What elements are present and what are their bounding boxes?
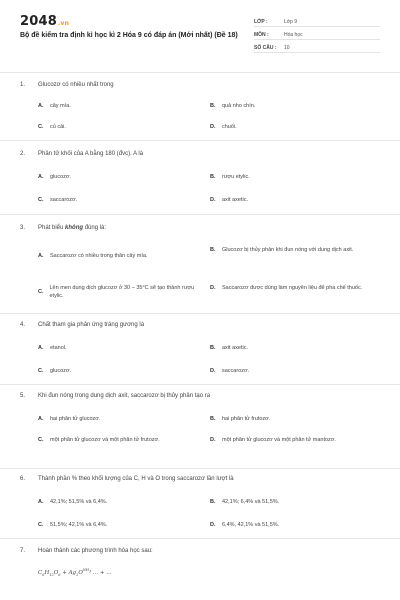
option-label: D. [210, 522, 216, 528]
question-2-option-c[interactable] [38, 196, 77, 204]
question-2-option-b[interactable] [210, 173, 250, 181]
divider [0, 384, 400, 385]
option-label: A. [38, 345, 44, 351]
option-text: glucozơ. [50, 368, 72, 374]
question-4-option-a[interactable] [38, 344, 67, 352]
divider [0, 468, 400, 469]
option-label: D. [210, 124, 216, 130]
option-label: C. [38, 197, 44, 203]
option-text: 42,1%; 6,4% và 51,5%. [222, 499, 280, 505]
option-text: củ cải. [50, 124, 66, 130]
option-label: B. [210, 103, 216, 109]
meta-row-subject [254, 28, 380, 40]
question-1-option-c[interactable] [38, 123, 66, 131]
question-3-option-b[interactable] [210, 246, 375, 254]
meta-value: Lớp 9 [284, 19, 298, 25]
question-5-title [20, 393, 210, 399]
option-text: saccarozơ. [50, 197, 78, 203]
logo-suffix: .vn [57, 20, 70, 27]
formula-part: H [44, 569, 50, 576]
divider [0, 72, 400, 73]
question-6-option-b[interactable] [210, 498, 279, 506]
question-number: 5. [20, 393, 26, 399]
option-text: một phân tử glucozơ và một phân tử frutozơ. [50, 437, 160, 443]
question-3-option-c[interactable] [38, 284, 203, 300]
formula-condition [83, 568, 91, 572]
divider [0, 313, 400, 314]
page-header [0, 0, 400, 72]
question-3-title [20, 225, 106, 231]
option-text: axit axetic. [222, 345, 248, 351]
meta-row-class [254, 15, 380, 27]
option-label: A. [38, 253, 44, 259]
option-label: C. [38, 437, 44, 443]
question-text: Phát biểu [38, 225, 66, 231]
question-text: Chất tham gia phản ứng tráng gương là [38, 322, 145, 328]
option-label: B. [210, 416, 216, 422]
formula-part: C [38, 569, 43, 576]
formula-sub: 2 [76, 572, 79, 577]
formula-sub: 6 [42, 572, 45, 577]
formula-sub: 3 [88, 569, 92, 574]
question-5-option-d[interactable] [210, 436, 370, 444]
formula-part: O [53, 569, 59, 576]
question-6-option-d[interactable] [210, 521, 279, 529]
option-label: A. [38, 416, 44, 422]
question-text: Khi đun nóng trong dung dịch axit, saccarozơ bị thủy phân tạo ra [38, 393, 211, 399]
option-label: C. [38, 124, 44, 130]
question-5-option-b[interactable] [210, 415, 270, 423]
meta-label: MÔN : [254, 32, 269, 38]
option-label: D. [210, 197, 216, 203]
logo-text: 2048 [20, 14, 57, 29]
question-number: 2. [20, 151, 26, 157]
option-text: etanol. [50, 345, 67, 351]
question-3-option-a[interactable] [38, 252, 203, 260]
question-1-option-d[interactable] [210, 123, 237, 131]
option-label: A. [38, 174, 44, 180]
option-text: 42,1%; 51,5% và 6,4%. [50, 499, 108, 505]
option-text: 51,5%; 42,1% và 6,4%. [50, 522, 108, 528]
question-emphasis: không [65, 225, 84, 231]
option-label: D. [210, 437, 216, 443]
question-4-option-d[interactable] [210, 367, 249, 375]
question-text: Phân tử khối của A bằng 180 (đvc). A là [38, 151, 144, 157]
question-number: 7. [20, 548, 26, 554]
question-7-title [20, 548, 153, 554]
option-text: hai phân tử glucozơ. [50, 416, 101, 422]
formula-tail: ... + ... [91, 569, 112, 576]
divider [0, 538, 400, 539]
question-1-option-a[interactable] [38, 102, 71, 110]
option-text: rượu etylic. [222, 174, 250, 180]
question-4-title [20, 322, 144, 328]
document-title: Bộ đề kiểm tra định kì học kì 2 Hóa 9 có đáp án (Mới nhất) (Đề 18) [20, 32, 238, 39]
option-label: B. [210, 499, 216, 505]
option-text: 6,4%, 42,1% và 51,5%. [222, 522, 280, 528]
site-logo[interactable] [20, 14, 69, 29]
option-label: B. [210, 247, 216, 253]
chemical-equation [38, 568, 112, 577]
question-2-option-a[interactable] [38, 173, 71, 181]
option-text: glucozơ. [50, 174, 72, 180]
divider [0, 140, 400, 141]
option-text: hai phân tử frutozơ. [222, 416, 271, 422]
option-label: A. [38, 499, 44, 505]
question-6-option-a[interactable] [38, 498, 107, 506]
question-number: 3. [20, 225, 26, 231]
meta-value: 10 [284, 45, 290, 51]
question-6-title [20, 476, 234, 482]
option-label: D. [210, 368, 216, 374]
formula-sup: NH [82, 568, 89, 572]
question-1-option-b[interactable] [210, 102, 255, 110]
option-text: Saccarozơ được dùng làm nguyên liệu để pha chế thuốc. [222, 285, 363, 291]
question-text: Hoàn thành các phương trình hóa học sau: [38, 548, 153, 554]
option-text: cây mía. [50, 103, 71, 109]
question-text: Thành phần % theo khối lượng của C, H và O trong saccarozơ lần lượt là [38, 476, 234, 482]
question-text: đúng là: [83, 225, 107, 231]
formula-sub: 12 [49, 572, 54, 577]
question-number: 4. [20, 322, 26, 328]
question-3-option-d[interactable] [210, 284, 375, 292]
question-2-title [20, 151, 143, 157]
question-number: 6. [20, 476, 26, 482]
option-label: D. [210, 285, 216, 291]
meta-label: SỐ CÂU : [254, 45, 277, 51]
document-meta [254, 15, 380, 54]
question-6-option-c[interactable] [38, 521, 107, 529]
formula-operator: + [60, 569, 69, 576]
option-text: saccarozơ. [222, 368, 250, 374]
option-text: một phân tử glucozơ và một phân tử mantozơ. [222, 437, 336, 443]
option-label: C. [38, 368, 44, 374]
question-2-option-d[interactable] [210, 196, 248, 204]
question-1-title [20, 82, 114, 88]
formula-sub: 6 [58, 572, 61, 577]
option-text: quả nho chín. [222, 103, 256, 109]
question-number: 1. [20, 82, 26, 88]
formula-part: O [78, 569, 83, 576]
question-5-option-c[interactable] [38, 436, 198, 444]
option-text: axit axetic. [222, 197, 248, 203]
option-label: B. [210, 345, 216, 351]
option-text: Saccarozơ có nhiều trong thân cây mía. [50, 253, 148, 259]
question-4-option-c[interactable] [38, 367, 71, 375]
option-label: A. [38, 103, 44, 109]
option-label: B. [210, 174, 216, 180]
option-text: Glucozơ bị thủy phân khi đun nóng với dung dịch axit. [222, 247, 354, 253]
meta-value: Hóa học [284, 32, 303, 38]
meta-label: LỚP : [254, 19, 268, 25]
question-text: Glucozơ có nhiều nhất trong [38, 82, 114, 88]
option-label: C. [38, 289, 44, 295]
meta-row-count [254, 41, 380, 53]
divider [0, 214, 400, 215]
option-text: chuối. [222, 124, 237, 130]
question-4-option-b[interactable] [210, 344, 248, 352]
option-text: Lên men dung dịch glucozơ ở 30 − 35°C sẽ tạo thành rượu etylic. [49, 285, 195, 299]
formula-part: Ag [68, 569, 77, 576]
question-5-option-a[interactable] [38, 415, 100, 423]
option-label: C. [38, 522, 44, 528]
